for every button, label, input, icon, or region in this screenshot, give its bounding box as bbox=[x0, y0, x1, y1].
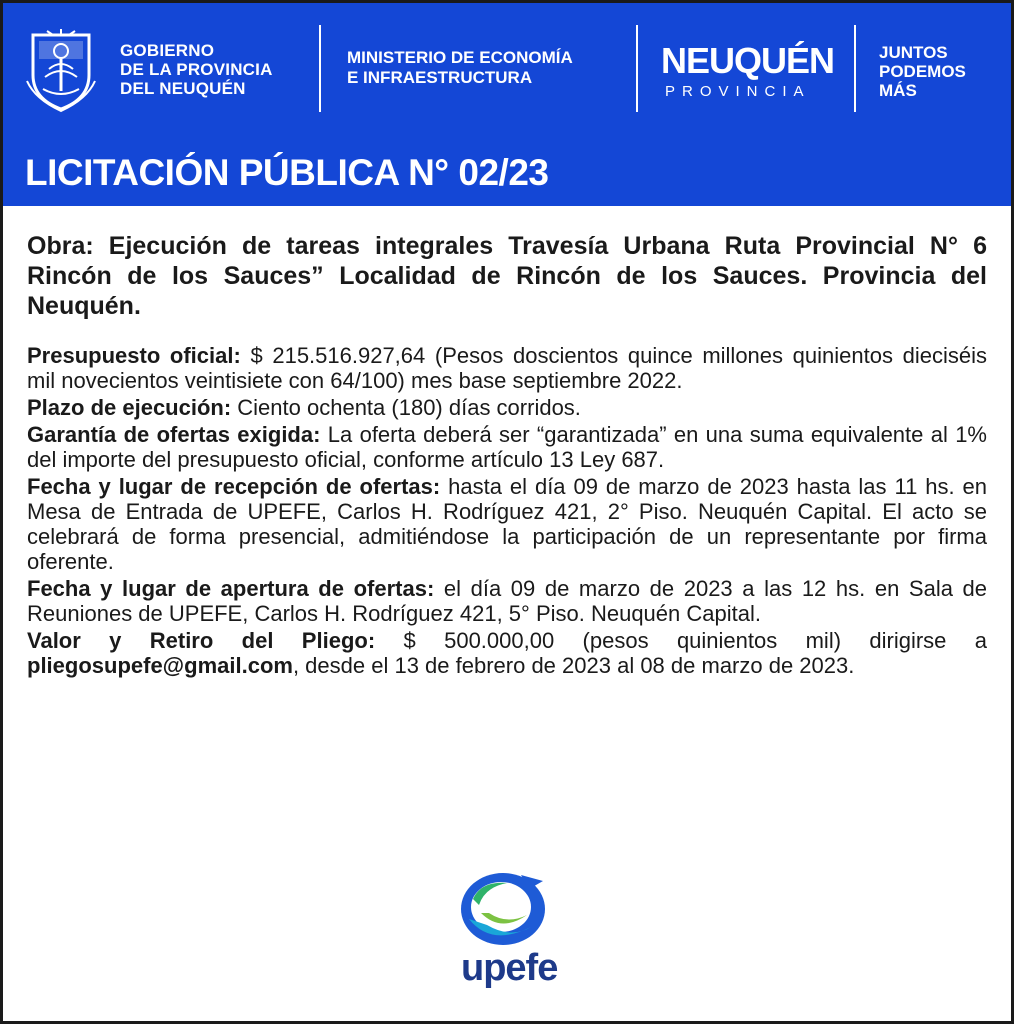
obra-description: Obra: Ejecución de tareas integrales Travesía Urbana Ruta Provincial N° 6 Rincón de los Sauces” Localidad de Rincón de los Sauces. Provincia del Neuquén. bbox=[27, 232, 987, 320]
item-recepcion bbox=[27, 474, 987, 574]
item-presupuesto bbox=[27, 343, 987, 393]
upefe-logo bbox=[451, 869, 561, 999]
ministry-name: MINISTERIO DE ECONOMÍA E INFRAESTRUCTURA bbox=[347, 48, 573, 87]
notice-body bbox=[27, 231, 987, 680]
item-text: Ciento ochenta (180) días corridos. bbox=[231, 395, 581, 420]
header-divider bbox=[319, 25, 321, 112]
item-text: hasta el día 09 de marzo de 2023 hasta las 11 hs. en Mesa de Entrada de UPEFE, Carlos H. Rodríguez 421, 2° Piso. Neuquén Capital. El acto se celebrará de forma presencial, admitiéndose la participación de un representante por firma oferente. bbox=[27, 474, 987, 574]
brand-main: NEUQUÉN bbox=[661, 40, 835, 81]
item-label: Fecha y lugar de recepción de ofertas: bbox=[27, 474, 441, 499]
item-label: Garantía de ofertas exigida: bbox=[27, 422, 321, 447]
slogan: JUNTOS PODEMOS MÁS bbox=[879, 43, 966, 100]
item-text: La oferta deberá ser “garantizada” en una suma equivalente al 1% del importe del presupuesto oficial, conforme artículo 13 Ley 687. bbox=[27, 422, 987, 472]
item-text: , desde el 13 de febrero de 2023 al 08 de marzo de 2023. bbox=[292, 653, 855, 678]
item-garantia bbox=[27, 422, 987, 472]
contact-email[interactable]: pliegosupefe@gmail.com bbox=[27, 653, 293, 678]
item-plazo bbox=[27, 395, 987, 420]
government-shield-icon bbox=[25, 29, 97, 113]
upefe-wordmark: upefe bbox=[461, 947, 558, 989]
item-apertura bbox=[27, 576, 987, 626]
item-text: el día 09 de marzo de 2023 a las 12 hs. en Sala de Reuniones de UPEFE, Carlos H. Rodríguez 421, 5° Piso. Neuquén Capital. bbox=[27, 576, 988, 626]
upefe-swirl-icon bbox=[451, 869, 561, 949]
item-label: Plazo de ejecución: bbox=[27, 395, 232, 420]
item-label: Valor y Retiro del Pliego: bbox=[27, 628, 376, 653]
item-text: $ 500.000,00 (pesos quinientos mil) dirigirse a bbox=[375, 628, 987, 653]
page-title: LICITACIÓN PÚBLICA N° 02/23 bbox=[25, 152, 549, 193]
item-pliego bbox=[27, 628, 987, 678]
header-divider bbox=[636, 25, 638, 112]
item-text: $ 215.516.927,64 (Pesos doscientos quince millones quinientos dieciséis mil novecientos veintisiete con 64/100) mes base septiembre 2022. bbox=[27, 343, 987, 393]
item-label: Fecha y lugar de apertura de ofertas: bbox=[27, 576, 435, 601]
header-divider bbox=[854, 25, 856, 112]
brand-sub: PROVINCIA bbox=[665, 83, 811, 100]
header-banner bbox=[3, 3, 1011, 206]
item-label: Presupuesto oficial: bbox=[27, 343, 241, 368]
government-name: GOBIERNO DE LA PROVINCIA DEL NEUQUÉN bbox=[120, 41, 273, 98]
